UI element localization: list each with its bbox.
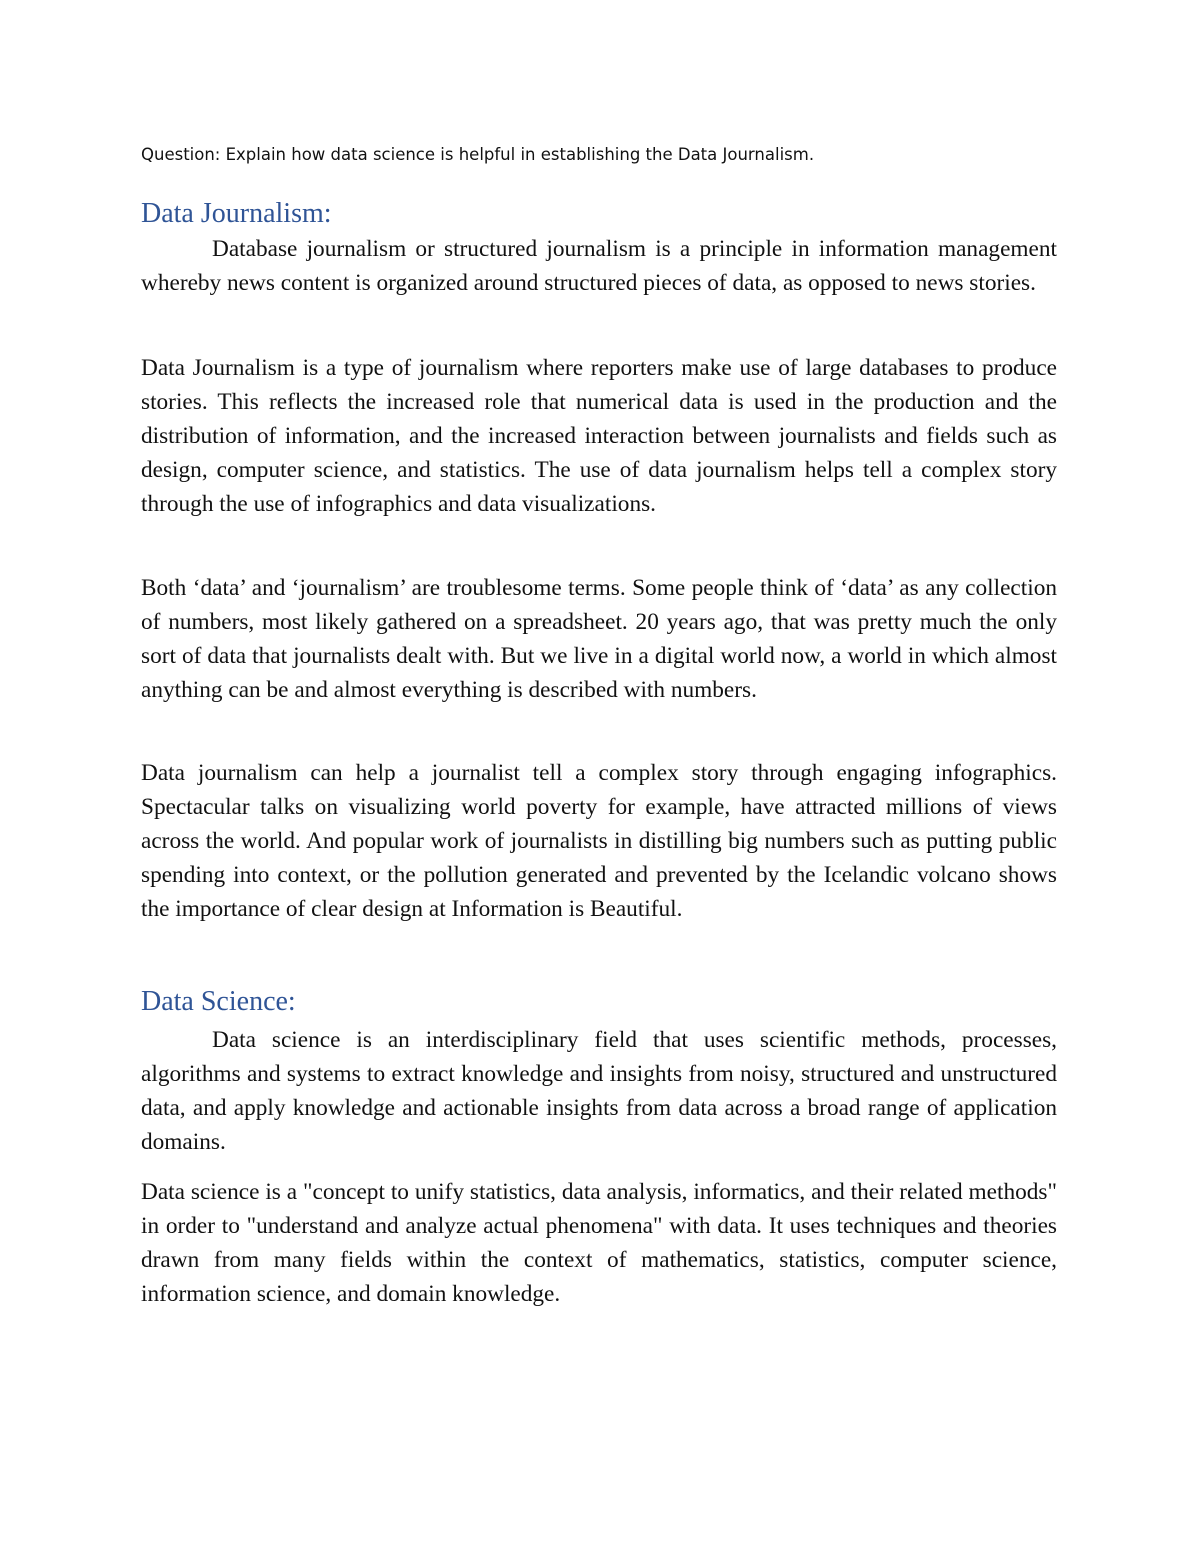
heading-data-journalism: Data Journalism:	[141, 198, 332, 229]
paragraph: Data science is a "concept to unify statistics, data analysis, informatics, and their related methods" in order to "understand and analyze actual phenomena" with data. It uses techniques and theories drawn from many fields within the context of mathematics, statistics, computer science, information science, and domain knowledge.	[141, 1179, 1057, 1307]
paragraph: Data Journalism is a type of journalism where reporters make use of large databases to produce stories. This reflects the increased role that numerical data is used in the production and the distribution of information, and the increased interaction between journalists and fields such as design, computer science, and statistics. The use of data journalism helps tell a complex story through the use of infographics and data visualizations.	[141, 355, 1057, 517]
paragraph: Data science is an interdisciplinary field that uses scientific methods, processes, algorithms and systems to extract knowledge and insights from noisy, structured and unstructured data, and apply knowledge and actionable insights from data across a broad range of application domains.	[141, 1027, 1057, 1155]
heading-data-science: Data Science:	[141, 986, 296, 1017]
paragraph: Data journalism can help a journalist tell a complex story through engaging infographics. Spectacular talks on visualizing world poverty for example, have attracted millions of views across the world. And popular work of journalists in distilling big numbers such as putting public spending into context, or the pollution generated and prevented by the Icelandic volcano shows the importance of clear design at Information is Beautiful.	[141, 760, 1057, 922]
question-text: Question: Explain how data science is helpful in establishing the Data Journalism.	[141, 145, 815, 164]
paragraph: Database journalism or structured journalism is a principle in information management whereby news content is organized around structured pieces of data, as opposed to news stories.	[141, 236, 1057, 296]
paragraph: Both ‘data’ and ‘journalism’ are troublesome terms. Some people think of ‘data’ as any collection of numbers, most likely gathered on a spreadsheet. 20 years ago, that was pretty much the only sort of data that journalists dealt with. But we live in a digital world now, a world in which almost anything can be and almost everything is described with numbers.	[141, 575, 1057, 703]
